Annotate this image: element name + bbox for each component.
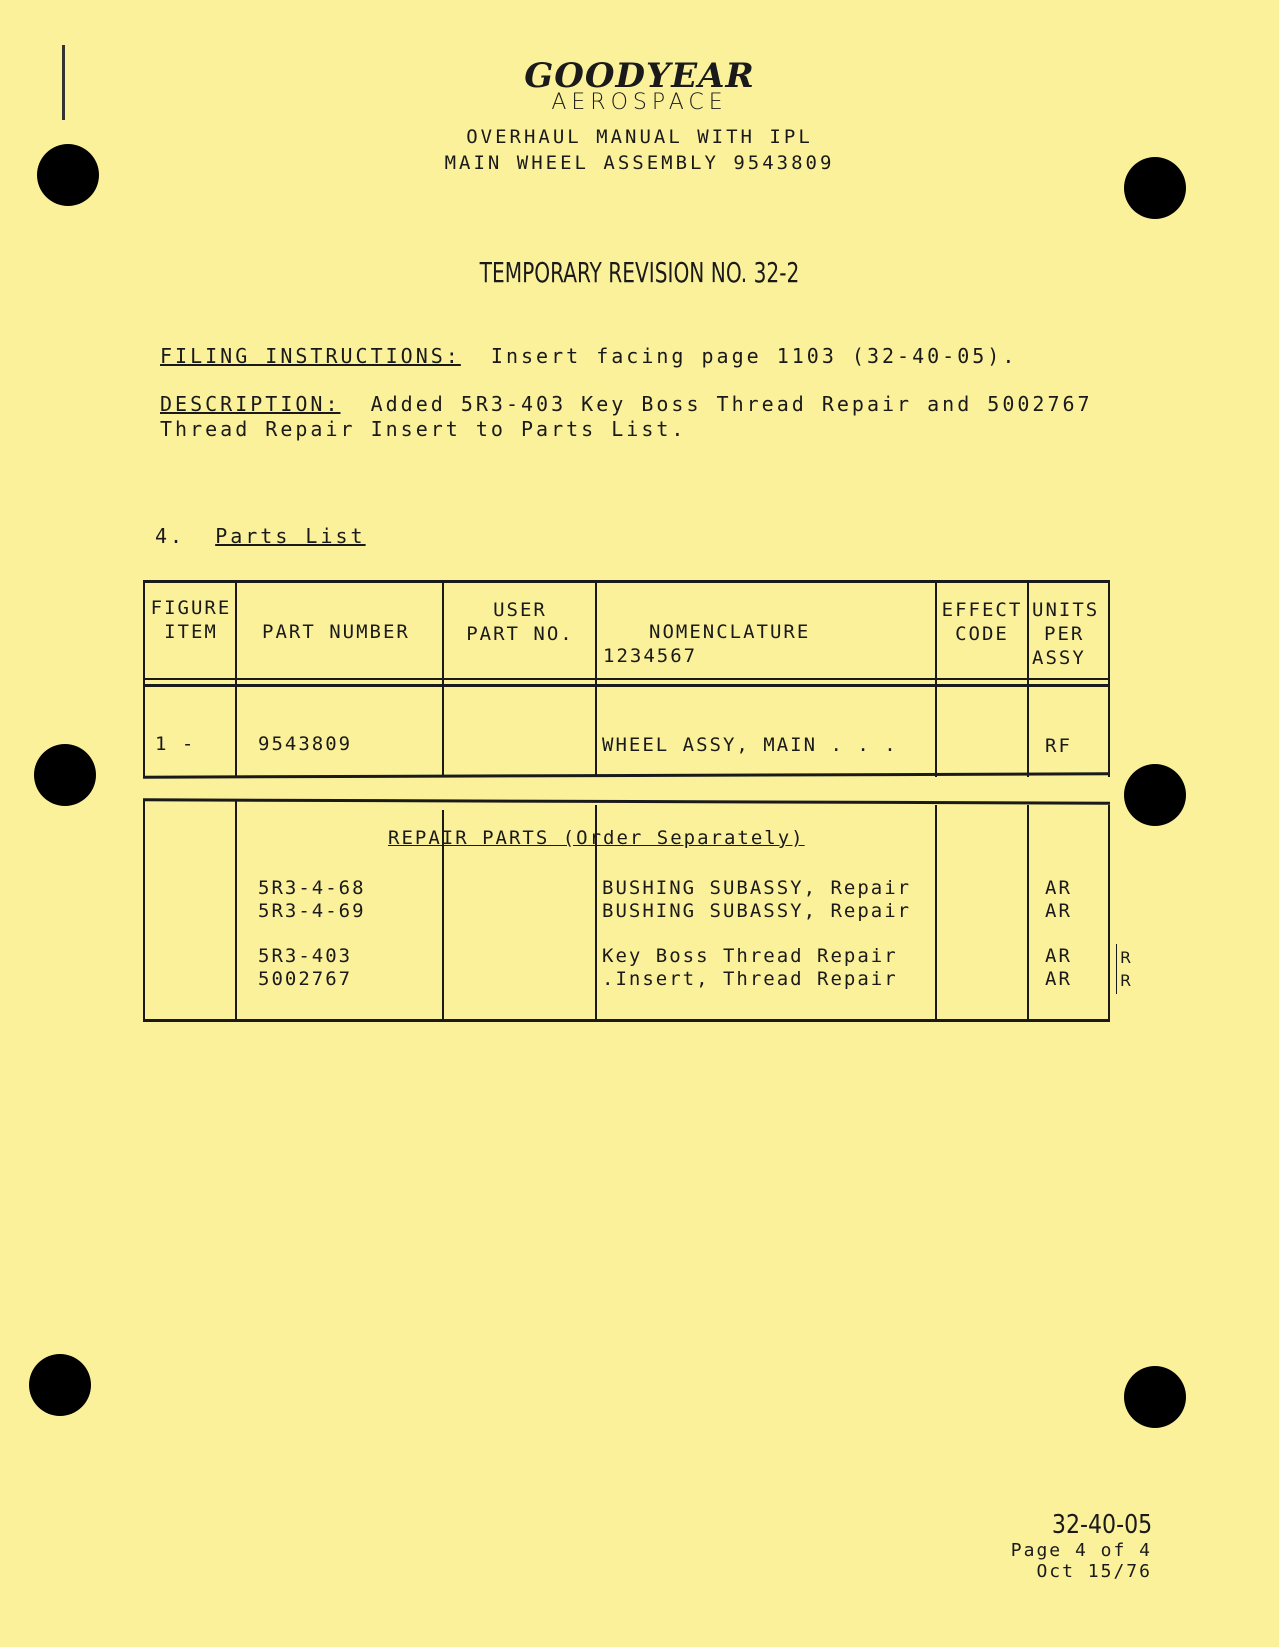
revision-mark: R [1120,971,1134,990]
header-effect-code: EFFECT CODE [941,599,1023,645]
section-heading: 4. Parts List [155,524,366,548]
page-title: TEMPORARY REVISION NO. 32-2 [479,256,800,289]
header-figure-item: FIGURE ITEM [150,597,232,643]
punch-hole [1124,1366,1186,1428]
header-user-part: USER PART NO. [466,599,574,645]
punch-hole [34,744,96,806]
punch-hole [29,1354,91,1416]
punch-hole [1124,764,1186,826]
manual-header: OVERHAUL MANUAL WITH IPL MAIN WHEEL ASSEMBLY 9543809 [444,126,835,174]
goodyear-logo: GOODYEAR AEROSPACE [524,56,755,115]
page-footer: 32-40-05 Page 4 of 4 Oct 15/76 [1010,1510,1152,1582]
header-units: UNITS PER ASSY [1032,599,1100,669]
repair-parts-heading: REPAIR PARTS (Order Separately) [388,827,805,849]
header-part-number: PART NUMBER [262,621,410,643]
header-nomenclature: NOMENCLATURE 1234567 [603,621,811,667]
filing-instructions: FILING INSTRUCTIONS: Insert facing page 1103 (32-40-05). [160,344,1018,368]
revision-mark: R [1120,948,1134,967]
description: DESCRIPTION: Added 5R3-403 Key Boss Thread Repair and 5002767 Thread Repair Insert to Parts List. [160,392,1093,441]
